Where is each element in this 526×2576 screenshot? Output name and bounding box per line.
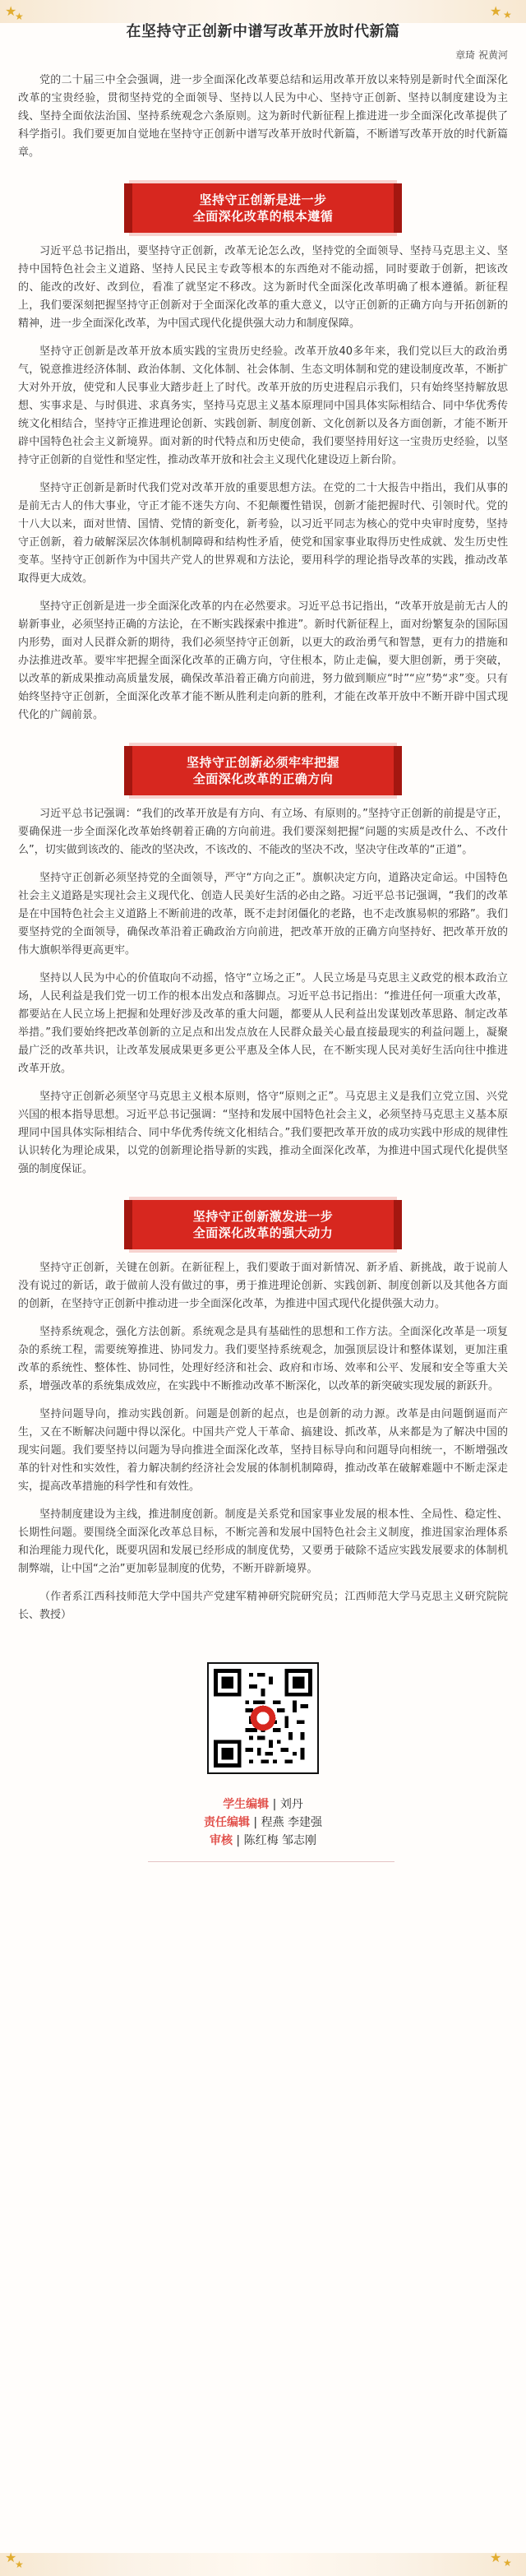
paragraph: 习近平总书记强调：“我们的改革开放是有方向、有立场、有原则的。”坚持守正创新的前提是守正，要确保进一步全面深化改革始终朝着正确的方向前进。我们要深刻把握“问题的实质是改什么、不改什么”，切实做到该改的、能改的坚决改，不该改的、不能改的坚决不改，坚决守住改革的“正道”。 (18, 808, 508, 856)
credit-role: 审核 (209, 1834, 233, 1847)
credit-separator: | (236, 1834, 244, 1847)
section-heading-banner (132, 183, 394, 233)
section-heading-banner (132, 746, 394, 795)
qr-code-image (214, 1669, 312, 1768)
star-icon: ★ (5, 3, 17, 19)
section-heading-line: 坚持守正创新激发进一步 (192, 1209, 334, 1224)
credit-line (148, 1814, 378, 1832)
bottom-decorative-band (0, 2550, 526, 2576)
qr-code-block (173, 1662, 353, 1774)
credit-separator: | (272, 1798, 280, 1811)
paragraph: 坚持守正创新，关键在创新。在新征程上，我们要敢于面对新情况、新矛盾、新挑战，敢于说前人没有说过的新话，敢于做前人没有做过的事，勇于推进理论创新、实践创新、制度创新以及其他各方面的创新，在坚持守正创新中推动进一步全面深化改革，为推进中国式现代化提供强大动力。 (18, 1262, 508, 1310)
star-icon: ★ (5, 2550, 17, 2565)
credit-role: 学生编辑 (223, 1798, 270, 1811)
credit-role: 责任编辑 (203, 1816, 250, 1829)
star-icon: ★ (490, 3, 502, 19)
paragraph: 坚持守正创新必须坚持党的全面领导，严守“方向之正”。旗帜决定方向，道路决定命运。中国特色社会主义道路是实现社会主义现代化、创造人民美好生活的必由之路。习近平总书记强调，“我们的改革是在中国特色社会主义道路上不断前进的改革，既不走封闭僵化的老路，也不走改旗易帜的邪路”。我们要坚持党的全面领导，确保改革沿着正确政治方向前进，把改革开放的正确方向坚持好、把改革开放的伟大旗帜举得更高更牢。 (18, 872, 508, 957)
section-heading-line: 全面深化改革的根本遵循 (192, 209, 334, 224)
paragraph: 坚持制度建设为主线，推进制度创新。制度是关系党和国家事业发展的根本性、全局性、稳定性、长期性问题。要围绕全面深化改革总目标，不断完善和发展中国特色社会主义制度，推进国家治理体系和治理能力现代化，既要巩固和发展已经形成的制度优势，又要勇于破除不适应实践发展要求的体制机制弊端，让中国“之治”更加彰显制度的优势，不断开辟新境界。 (18, 1508, 508, 1575)
section-heading-line: 坚持守正创新是进一步 (199, 192, 327, 207)
paragraph: 坚持以人民为中心的价值取向不动摇，恪守“立场之正”。人民立场是马克思主义政党的根本政治立场，人民利益是我们党一切工作的根本出发点和落脚点。习近平总书记指出：“推进任何一项重大改革，都要站在人民立场上把握和处理好涉及改革的重大问题，都要从人民利益出发谋划改革思路、制定改革举措。”我们要始终把改革创新的立足点和出发点放在人民群众最关心最直接最现实的利益问题上，凝聚最广泛的改革共识，让改革发展成果更多更公平惠及全体人民，在不断实现人民对美好生活向往中推进改革开放。 (18, 972, 508, 1075)
credit-line (148, 1795, 378, 1814)
star-icon: ★ (503, 2557, 512, 2569)
star-icon: ★ (15, 2559, 24, 2570)
page-title: 在坚持守正创新中谱写改革开放时代新篇 (126, 23, 400, 40)
star-icon: ★ (503, 9, 512, 21)
paragraph: 习近平总书记指出，要坚持守正创新，改革无论怎么改，坚持党的全面领导、坚持马克思主义、坚持中国特色社会主义道路、坚持人民民主专政等根本的东西绝对不能动摇，同时要敢于创新，把该改的、能改的改好、改到位，看准了就坚定不移改。这为新时代全面深化改革明确了根本遵循。新征程上，我们要深刻把握坚持守正创新对于全面深化改革的重大意义，以守正创新的正确方向与开拓创新的精神，进一步全面深化改革，为中国式现代化提供强大动力和制度保障。 (18, 245, 508, 330)
paragraph: （作者系江西科技师范大学中国共产党建军精神研究院研究员；江西师范大学马克思主义研究院院长、教授） (18, 1591, 508, 1621)
credit-name: 程燕 李建强 (261, 1816, 323, 1829)
star-icon: ★ (15, 11, 24, 22)
section-heading-banner (132, 1200, 394, 1249)
credit-name: 刘丹 (279, 1798, 303, 1811)
credit-line (148, 1832, 378, 1850)
section-heading-line: 坚持守正创新必须牢牢把握 (186, 755, 339, 770)
editorial-credits (148, 1795, 378, 1862)
paragraph: 坚持守正创新是新时代我们党对改革开放的重要思想方法。在党的二十大报告中指出，我们从事的是前无古人的伟大事业，守正才能不迷失方向、不犯颠覆性错误，创新才能把握时代、引领时代。党的十八大以来，面对世情、国情、党情的新变化，新考验，以习近平同志为核心的党中央审时度势，坚持守正创新，着力破解深层次体制机制障碍和结构性矛盾，使党和国家事业取得历史性成就、发生历史性变革。坚持守正创新作为中国共产党人的世界观和方法论，要用科学的理论指导改革的实践，推动改革取得更大成效。 (18, 482, 508, 585)
paragraph: 坚持守正创新是改革开放本质实践的宝贵历史经验。改革开放40多年来，我们党以巨大的政治勇气，锐意推进经济体制、政治体制、文化体制、社会体制、生态文明体制和党的建设制度改革，不断扩大对外开放，使党和人民事业大踏步赶上了时代。改革开放的历史进程启示我们，只有始终坚持解放思想、实事求是、与时俱进、求真务实，坚持马克思主义基本原理同中国具体实际相结合、同中华优秀传统文化相结合，坚持守正推进理论创新、实践创新、制度创新、文化创新以及各方面创新，才能不断开辟中国特色社会主义新境界。面对新的时代特点和历史使命，我们要坚持用好这一宝贵历史经验，以坚持守正创新的自觉性和坚定性，推动改革开放和社会主义现代化建设迈上新台阶。 (18, 345, 508, 466)
qr-code (207, 1662, 319, 1774)
credit-separator: | (253, 1816, 261, 1829)
article-content (18, 20, 508, 1862)
divider (148, 1861, 394, 1862)
credit-name: 陈红梅 邹志刚 (243, 1834, 317, 1847)
author-byline: 章琦 祝黄河 (455, 49, 508, 61)
paragraph: 坚持系统观念，强化方法创新。系统观念是具有基础性的思想和工作方法。全面深化改革是一项复杂的系统工程，需要统筹推进、协同发力。我们要坚持系统观念，加强顶层设计和整体谋划，更加注重改革的系统性、整体性、协同性，处理好经济和社会、政府和市场、效率和公平、发展和安全等重大关系，增强改革的系统集成效应，在实践中不断推动改革不断深化，以改革的新突破实现发展的新跃升。 (18, 1326, 508, 1392)
paragraph: 坚持守正创新是进一步全面深化改革的内在必然要求。习近平总书记指出，“改革开放是前无古人的崭新事业，必须坚持正确的方法论，在不断实践探索中推进”。新时代新征程上，面对纷繁复杂的国际国内形势，面对人民群众新的期待，我们必须坚持守正创新，以更大的政治勇气和智慧，更有力的措施和办法推进改革。要牢牢把握全面深化改革的正确方向，守住根本，防止走偏，要大胆创新，勇于突破，以改革的新成果推动高质量发展，确保改革沿着正确方向前进，努力做到顺应“时”“应”势“求”变。只有始终坚持守正创新，全面深化改革才能不断从胜利走向新的胜利，才能在改革开放中不断开辟中国式现代化的广阔前景。 (18, 600, 508, 721)
paragraph: 坚持守正创新必须坚守马克思主义根本原则，恪守“原则之正”。马克思主义是我们立党立国、兴党兴国的根本指导思想。习近平总书记强调：“坚持和发展中国特色社会主义，必须坚持马克思主义基本原理同中国具体实际相结合、同中华优秀传统文化相结合。”我们要把改革开放的成功实践中形成的规律性认识转化为理论成果，以党的创新理论指导新的实践，推动全面深化改革，为推进中国式现代化提供坚强的制度保证。 (18, 1091, 508, 1175)
star-icon: ★ (490, 2550, 502, 2565)
paragraph: 坚持问题导向，推动实践创新。问题是创新的起点，也是创新的动力源。改革是由问题倒逼而产生，又在不断解决问题中得以深化。中国共产党人干革命、搞建设、抓改革，从来都是为了解决中国的现实问题。我们要坚持以问题为导向推进全面深化改革，坚持目标导向和问题导向相统一，不断增强改革的针对性和实效性，着力解决制约经济社会发展的体制机制障碍，推动改革在破解难题中不断走深走实，提高改革措施的科学性和有效性。 (18, 1408, 508, 1493)
paragraph: 党的二十届三中全会强调，进一步全面深化改革要总结和运用改革开放以来特别是新时代全面深化改革的宝贵经验，贯彻坚持党的全面领导、坚持以人民为中心、坚持守正创新、坚持以制度建设为主线、坚持全面依法治国、坚持系统观念六条原则。这为新时代新征程上推进进一步全面深化改革提供了科学指引。我们要更加自觉地在坚持守正创新中谱写改革开放时代新篇，不断谱写改革开放的时代新篇章。 (18, 74, 508, 159)
section-heading-line: 全面深化改革的强大动力 (192, 1225, 334, 1240)
section-heading-line: 全面深化改革的正确方向 (192, 771, 334, 786)
